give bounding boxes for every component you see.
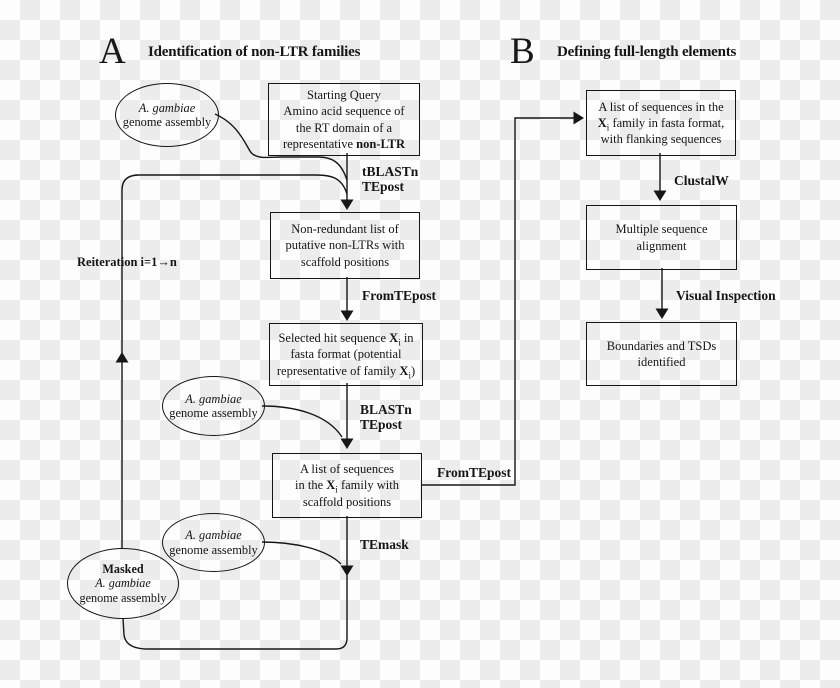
fromtepost-label-cross: FromTEpost <box>437 465 512 480</box>
box-line: representative non-LTR <box>282 136 406 151</box>
ellipse-text: genome assembly <box>169 406 258 420</box>
box-line: A list of sequences in the <box>598 99 724 114</box>
starting-query-box <box>268 83 420 156</box>
box-line: putative non-LTRs with <box>285 238 405 253</box>
panel-b-title: Defining full-length elements <box>557 44 737 60</box>
species-name: A. gambiae <box>95 576 151 591</box>
arrowhead-down-icon <box>654 191 667 202</box>
temask-label: TEmask <box>360 537 409 552</box>
box-line: Non-redundant list of <box>291 222 399 237</box>
arrowhead-down-icon <box>341 566 354 577</box>
masked-label: Masked <box>102 561 144 576</box>
box-line: A list of sequences <box>299 462 395 477</box>
panel-a-letter: A <box>99 31 126 72</box>
box-line: Amino acid sequence of <box>283 104 405 119</box>
genome-assembly-ellipse-mid <box>162 376 265 436</box>
genome-assembly-ellipse-top <box>115 83 219 147</box>
box-line: alignment <box>636 238 687 253</box>
tool-name: TEpost <box>360 417 403 432</box>
box-line: in the $X_i$ family with <box>295 478 399 495</box>
arrowhead-down-icon <box>341 200 354 211</box>
family-sequence-list-box <box>272 453 422 518</box>
boundaries-tsds-box <box>586 322 737 386</box>
box-line: Selected hit sequence $X_i$ in <box>278 331 414 348</box>
arrowhead-down-icon <box>341 439 354 450</box>
box-line: fasta format (potential <box>290 347 402 362</box>
panel-b-letter: B <box>510 31 535 72</box>
box-line: with flanking sequences <box>600 132 722 147</box>
fasta-sequences-box <box>586 90 736 156</box>
visual-inspection-label: Visual Inspection <box>676 288 776 303</box>
arrowhead-up-icon <box>116 352 129 363</box>
species-name: A. gambiae <box>185 391 242 406</box>
tool-name: tBLASTn <box>362 164 419 179</box>
fromtepost-label-mid: FromTEpost <box>362 288 437 303</box>
connector-panelA-to-panelB <box>421 118 575 485</box>
connector-ellipse-mid-merge <box>262 406 342 437</box>
clustalw-label: ClustalW <box>674 173 729 188</box>
selected-hit-sequence-box <box>269 323 423 386</box>
box-line: identified <box>637 355 686 369</box>
blastn-tepost-label <box>360 402 412 432</box>
arrowhead-down-icon <box>341 311 354 322</box>
connector-ellipse-low-merge <box>262 542 341 564</box>
reiteration-label: Reiteration i=1→n <box>77 255 177 269</box>
ellipse-text: genome assembly <box>169 542 258 557</box>
box-line: Starting Query <box>307 87 381 102</box>
species-name: A. gambiae <box>185 528 242 542</box>
multiple-alignment-box <box>586 205 737 270</box>
species-name: A. gambiae <box>138 100 196 115</box>
nonredundant-list-box <box>270 212 420 279</box>
masked-genome-assembly-ellipse <box>67 548 179 619</box>
arrowhead-right-icon <box>574 112 585 125</box>
panel-a-title: Identification of non-LTR families <box>148 44 361 60</box>
box-line: Boundaries and TSDs <box>606 338 717 353</box>
ellipse-text: genome assembly <box>79 590 167 605</box>
arrowhead-down-icon <box>656 309 669 320</box>
ellipse-text: genome assembly <box>122 115 212 129</box>
box-line: $X_i$ family in fasta format, <box>597 115 725 133</box>
tool-name: BLASTn <box>360 402 412 417</box>
box-line: scaffold positions <box>302 494 392 509</box>
box-line: the RT domain of a <box>295 120 393 135</box>
box-line: Multiple sequence <box>615 222 708 237</box>
tblastn-tepost-label <box>362 164 418 194</box>
box-line: representative of family $X_i$) <box>276 363 416 381</box>
box-line: scaffold positions <box>300 254 390 269</box>
tool-name: TEpost <box>362 179 405 194</box>
